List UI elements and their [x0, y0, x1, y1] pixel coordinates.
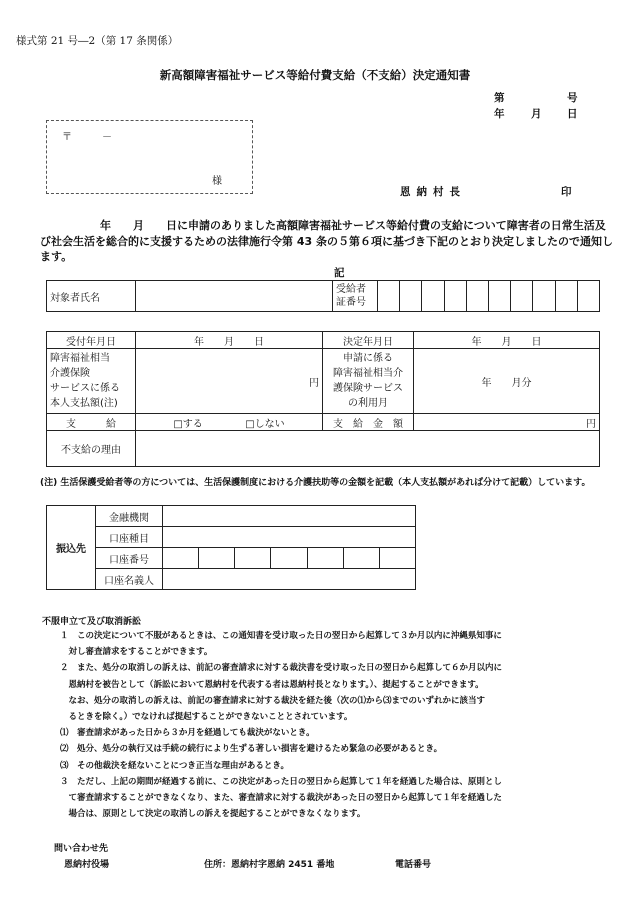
- account-number-digit[interactable]: [199, 548, 235, 569]
- appeal-line: １ この決定について不服があるときは、この通知書を受け取った日の翌日から起算して３か月以内に沖縄県知事に: [60, 631, 502, 641]
- recipient-id-digit[interactable]: [533, 281, 555, 312]
- appeal-line: なお、処分の取消しの訴えは、前記の審査請求に対する裁決を経た後（次の⑴から⑶までのいずれかに該当す: [60, 695, 486, 706]
- service-month-label: 申請に係る 障害福祉相当介 護保険サービス の利用月: [323, 349, 414, 414]
- account-number-digit[interactable]: [271, 548, 307, 569]
- ki-heading: 記: [334, 267, 345, 279]
- contact-phone: 電話番号: [395, 860, 432, 870]
- account-number-digit[interactable]: [307, 548, 343, 569]
- account-number-digit[interactable]: [235, 548, 271, 569]
- contact-label: 問い合わせ先: [54, 844, 109, 854]
- appeal-line: て審査請求することができなくなり、また、審査請求に対する裁決があった日の翌日から起算して１年を経過した: [60, 793, 502, 804]
- recipient-table: [46, 280, 600, 312]
- appeal-line: ⑵ 処分、処分の執行又は手続の続行により生ずる著しい損害を避けるため緊急の必要があるとき。: [60, 744, 443, 755]
- recipient-id-digit[interactable]: [378, 281, 400, 312]
- decision-date-value[interactable]: 年 月 日: [414, 332, 600, 349]
- recipient-id-digit[interactable]: [444, 281, 466, 312]
- appeal-text: [60, 628, 620, 822]
- account-number-digit[interactable]: [163, 548, 199, 569]
- body-text: 年 月 日に申請のありました高額障害福祉サービス等給付費の支給について障害者の日常生活及び社会生活を総合的に支援するための法律施行令第 43 条の５第６項に基づき下記のとおり決定しましたので通知します。: [40, 219, 613, 263]
- form-number: 様式第 21 号―2（第 17 条関係）: [16, 35, 179, 47]
- received-date-label: 受付年月日: [47, 332, 136, 349]
- recipient-id-digit[interactable]: [400, 281, 422, 312]
- recipient-id-label: 受給者 証番号: [333, 281, 378, 312]
- appeal-line: 場合は、原則として決定の取消しの訴えを提起することができなくなります。: [60, 809, 366, 820]
- account-number-digit[interactable]: [343, 548, 379, 569]
- bank-field[interactable]: [163, 506, 416, 527]
- appeal-line: 対し審査請求をすることができます。: [60, 647, 213, 658]
- footnote: (注) 生活保護受給者等の方については、生活保護制度における介護扶助等の金額を記載（本人支払額があれば分けて記載）しています。: [40, 478, 591, 488]
- contact-address: 住所：恩納村字恩納 2451 番地: [204, 860, 335, 870]
- transfer-section-label: 振込先: [47, 506, 96, 590]
- recipient-name-field[interactable]: [136, 281, 333, 312]
- seal-mark: 印: [561, 186, 572, 198]
- appeal-line: 恩納村を被告として（訴訟において恩納村を代表する者は恩納村長となります。）、提起することができます。: [60, 679, 484, 690]
- account-holder-label: 口座名義人: [96, 569, 163, 590]
- mayor-name: 恩納村長: [400, 186, 466, 198]
- contact-office: 恩納村役場: [64, 860, 110, 870]
- payment-no-checkbox[interactable]: □しない: [245, 418, 285, 430]
- account-type-field[interactable]: [163, 527, 416, 548]
- recipient-id-digit[interactable]: [488, 281, 510, 312]
- appeal-line: ⑶ その他裁決を経ないことにつき正当な理由があるとき。: [60, 760, 289, 771]
- payment-options: [136, 414, 323, 431]
- decision-date-label: 決定年月日: [323, 332, 414, 349]
- appeal-line: ⑴ 審査請求があった日から３か月を経過しても裁決がないとき。: [60, 728, 315, 739]
- payment-yes-checkbox[interactable]: □する: [173, 418, 203, 430]
- decision-table: [46, 331, 600, 467]
- payment-label: 支 給: [47, 414, 136, 431]
- bank-label: 金融機関: [96, 506, 163, 527]
- appeal-line: ２ また、処分の取消しの訴えは、前記の審査請求に対する裁決書を受け取った日の翌日から起算して６か月以内に: [60, 663, 503, 674]
- address-honorific: 様: [212, 176, 222, 187]
- postal-code: 〒 －: [62, 132, 112, 143]
- number-dai: 第: [494, 92, 505, 104]
- account-number-label: 口座番号: [96, 548, 163, 569]
- appeal-line: るときを除く。）でなければ提起することができないこととされています。: [60, 712, 353, 723]
- amount-unit[interactable]: 円: [414, 414, 600, 431]
- received-date-value[interactable]: 年 月 日: [136, 332, 323, 349]
- document-title: 新高額障害福祉サービス等給付費支給（不支給）決定通知書: [159, 68, 471, 82]
- number-go: 号: [567, 92, 578, 104]
- date-month: 月: [531, 108, 542, 120]
- recipient-name-label: 対象者氏名: [47, 281, 136, 312]
- appeal-title: 不服申立て及び取消訴訟: [42, 617, 142, 627]
- recipient-id-digit[interactable]: [511, 281, 533, 312]
- reason-field[interactable]: [136, 431, 600, 467]
- appeal-line: ３ ただし、上記の期間が経過する前に、この決定があった日の翌日から起算して１年を経過した場合は、原則とし: [60, 776, 502, 787]
- date-year: 年: [494, 108, 505, 120]
- account-holder-field[interactable]: [163, 569, 416, 590]
- account-number-digit[interactable]: [379, 548, 415, 569]
- account-type-label: 口座種目: [96, 527, 163, 548]
- recipient-id-digit[interactable]: [577, 281, 599, 312]
- copay-unit[interactable]: 円: [136, 349, 323, 414]
- amount-label: 支 給 金 額: [323, 414, 414, 431]
- recipient-id-digit[interactable]: [555, 281, 577, 312]
- reason-label: 不支給の理由: [47, 431, 136, 467]
- recipient-id-digit[interactable]: [422, 281, 444, 312]
- transfer-table: [46, 505, 416, 590]
- date-day: 日: [567, 108, 578, 120]
- copay-label: 障害福祉相当 介護保険 サービスに係る 本人支払額(注): [47, 349, 136, 414]
- service-month-value[interactable]: 年 月分: [414, 349, 600, 414]
- recipient-id-digit[interactable]: [466, 281, 488, 312]
